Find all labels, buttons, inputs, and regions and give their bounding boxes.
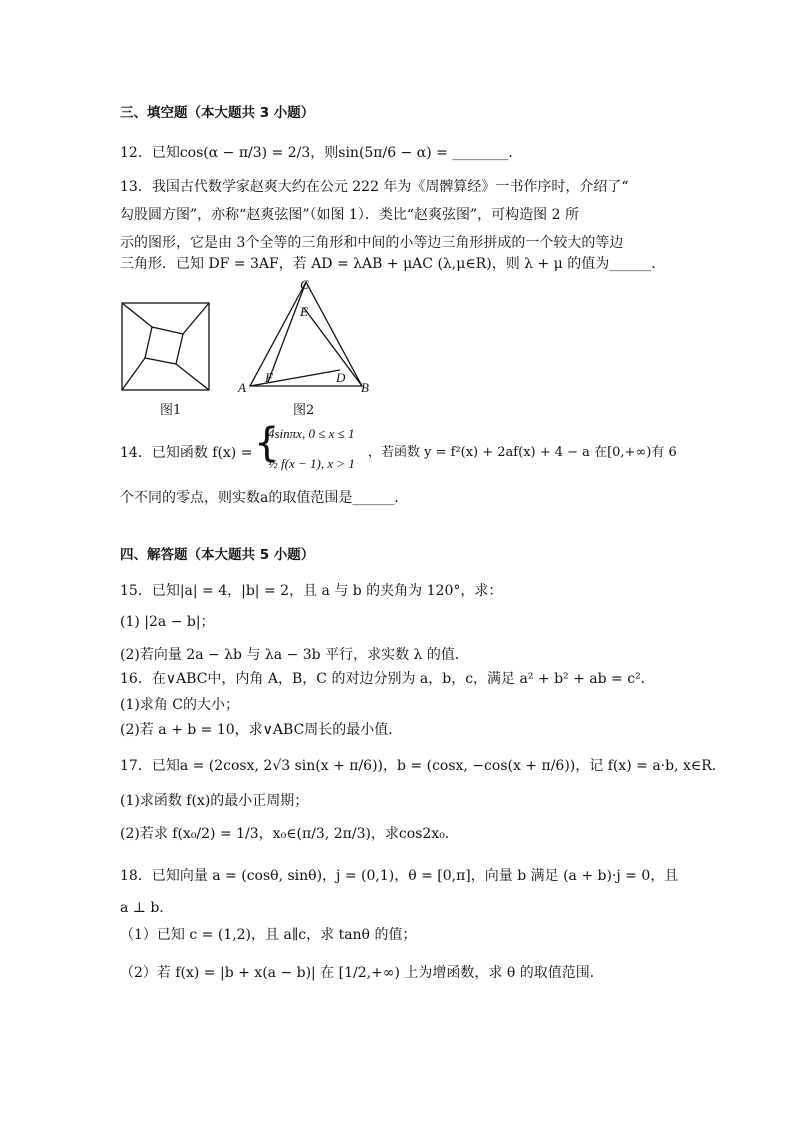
question-16-line-1: 16．在∨ABC中，内角 A，B，C 的对边分别为 a，b，c，满足 a² + b² + ab = c²． <box>120 671 655 687</box>
section-title-answer: 四、解答题（本大题共 5 小题） <box>120 547 315 563</box>
piecewise-brace: { <box>254 420 280 466</box>
label-B: B <box>361 380 369 394</box>
label-C: C <box>300 278 309 292</box>
question-12: 12．已知cos(α − π/3) = 2/3，则sin(5π/6 − α) = ________． <box>120 145 523 161</box>
figure-1-zhao-shuang-diagram <box>121 302 215 396</box>
question-16-part-1: (1)求角 C的大小； <box>120 697 239 713</box>
piecewise-case-2: ½ f(x − 1), x > 1 <box>268 456 355 471</box>
question-13-line-2: 勾股圆方图”，亦称“赵爽弦图”（如图 1）．类比“赵爽弦图”，可构造图 2 所 <box>120 207 579 223</box>
question-18-line-2: a ⊥ b． <box>120 900 174 916</box>
question-16-part-2: (2)若 a + b = 10，求∨ABC周长的最小值． <box>120 722 403 738</box>
question-18-part-2: （2）若 f(x) = |b + x(a − b)| 在 [1/2,+∞) 上为增函数，求 θ 的取值范围． <box>120 965 604 981</box>
question-13-line-4: 三角形．已知 DF = 3AF，若 AD = λAB + μAC (λ,μ∈R)，则 λ + μ 的值为______． <box>120 256 666 272</box>
question-13-line-1: 13．我国古代数学家赵爽大约在公元 222 年为《周髀算经》一书作序时，介绍了“ <box>120 179 629 195</box>
label-E: E <box>300 304 308 319</box>
question-15-part-2: (2)若向量 2a − λb 与 λa − 3b 平行，求实数 λ 的值． <box>120 647 469 663</box>
question-14-tail: ，若函数 y = f²(x) + 2af(x) + 4 − a 在[0,+∞)有 6 <box>368 445 677 460</box>
question-14-lead: 14．已知函数 f(x) = <box>120 445 253 461</box>
question-17-part-2: (2)若求 f(x₀/2) = 1/3，x₀∈(π/3, 2π/3)，求cos2x₀． <box>120 826 459 842</box>
question-13-line-3: 示的图形，它是由 3个全等的三角形和中间的小等边三角形拼成的一个较大的等边 <box>120 235 624 251</box>
label-D: D <box>336 370 346 385</box>
question-18-line-1: 18．已知向量 a = (cosθ, sinθ)，j = (0,1)，θ = [0,π]，向量 b 满足 (a + b)·j = 0，且 <box>120 868 679 884</box>
piecewise-case-1: 4sinπx, 0 ≤ x ≤ 1 <box>268 426 355 441</box>
figure-1-caption: 图1 <box>160 403 182 418</box>
question-15-line-1: 15．已知|a| = 4，|b| = 2，且 a 与 b 的夹角为 120°，求： <box>120 583 503 599</box>
figure-2-caption: 图2 <box>293 403 315 418</box>
question-17-part-1: (1)求函数 f(x)的最小正周期； <box>120 793 309 809</box>
label-F: F <box>265 370 273 385</box>
question-14-line-2: 个不同的零点，则实数a的取值范围是______． <box>120 490 409 506</box>
label-A: A <box>238 380 246 394</box>
section-title-fill-in: 三、填空题（本大题共 3 小题） <box>120 105 315 121</box>
question-15-part-1: (1) |2a − b|； <box>120 614 215 630</box>
question-17-line-1: 17．已知a = (2cosx, 2√3 sin(x + π/6))，b = (cosx, −cos(x + π/6))，记 f(x) = a·b, x∈R． <box>120 758 726 774</box>
question-18-part-1: （1）已知 c = (1,2)，且 a∥c，求 tanθ 的值； <box>120 927 417 943</box>
figure-2-triangle-diagram <box>236 278 376 394</box>
